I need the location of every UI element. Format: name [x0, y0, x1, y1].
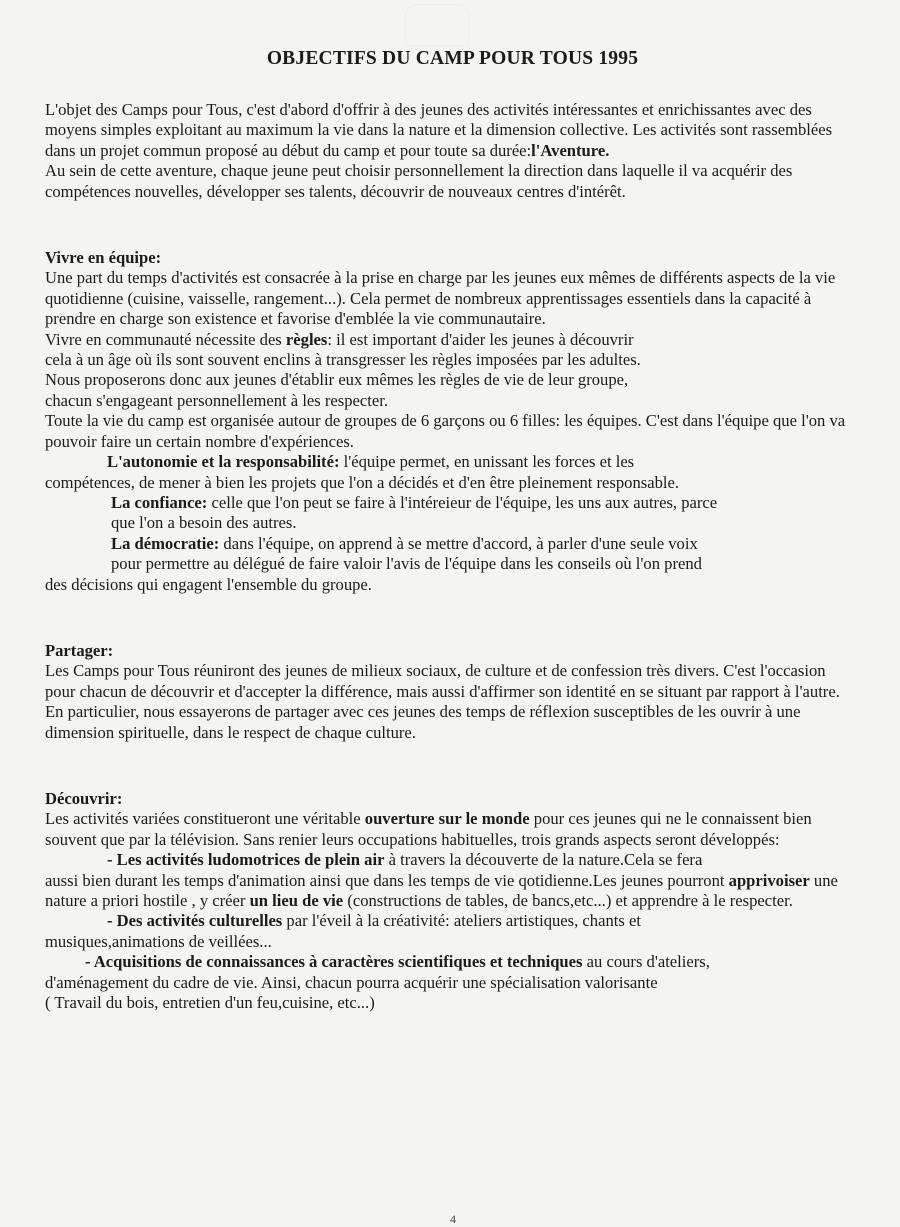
confiance-a: celle que l'on peut se faire à l'intéreieur de l'équipe, les uns aux autres, parce [207, 492, 718, 512]
decouvrir-p1-bold: ouverture sur le monde [364, 809, 530, 829]
vivre-paragraph-2 [45, 330, 860, 350]
intro-paragraph [45, 100, 860, 161]
democratie-line-2: pour permettre au délégué de faire valoir l'avis de l'équipe dans les conseils où l'on prend [111, 554, 702, 574]
plein-air-bold-2: apprivoiser [728, 870, 810, 890]
page-title: OBJECTIFS DU CAMP POUR TOUS 1995 [266, 48, 639, 69]
autonomie-bold: L'autonomie et la responsabilité: [107, 452, 340, 472]
vivre-paragraph-4: Toute la vie du camp est organisée autour de groupes de 6 garçons ou 6 filles: les équipes. C'est dans l'équipe que l'on va pouvoir faire un certain nombre d'expériences. [45, 411, 846, 451]
vivre-paragraph-3b: chacun s'engageant personnellement à les respecter. [45, 390, 389, 410]
democratie-line-3: des décisions qui engagent l'ensemble du groupe. [45, 574, 372, 594]
culturelles-bold: - Des activités culturelles [107, 911, 283, 931]
confiance-line-2: que l'on a besoin des autres. [111, 513, 297, 533]
list-item-scientifiques [45, 952, 860, 972]
scientifiques-a: au cours d'ateliers, [582, 952, 710, 972]
intro-text: L'objet des Camps pour Tous, c'est d'abord d'offrir à des jeunes des activités intéressantes et enrichissantes avec des moyens simples exploitant au maximum la vie dans la nature et la dimension collective. Les activités sont rassemblées dans un projet commun proposé au début du camp et pour toute sa durée: [45, 100, 833, 160]
list-item-plein-air [45, 850, 860, 870]
vivre-paragraph-1: Une part du temps d'activités est consacrée à la prise en charge par les jeunes eux mêmes de différents aspects de la vie quotidienne (cuisine, vaisselle, rangement...). Cela permet de nombreux apprentissages essentiels dans la capacité à prendre en charge son existence et favorise d'emblée la vie communautaire. [45, 268, 836, 329]
intro-paragraph-2: Au sein de cette aventure, chaque jeune peut choisir personnellement la direction dans laquelle il va acquérir des compétences nouvelles, développer ses talents, découvrir de nouveaux centres d'intérêt. [45, 161, 793, 201]
plein-air-b: aussi bien durant les temps d'animation ainsi que dans les temps de vie qotidienne.Les jeunes pourront [45, 870, 729, 890]
plein-air-d: (constructions de tables, de bancs,etc...) et apprendre à le respecter. [343, 891, 793, 910]
plein-air-a: à travers la découverte de la nature.Cela se fera [384, 850, 703, 870]
vivre-p2-bold: règles [285, 329, 328, 349]
section-heading-partager: Partager: [45, 640, 114, 660]
plein-air-c: une nature a priori hostile , y créer [45, 870, 838, 910]
plein-air-bold: - Les activités ludomotrices de plein air [107, 850, 385, 870]
democratie-line [45, 534, 860, 554]
democratie-bold: La démocratie: [111, 533, 220, 553]
vivre-paragraph-2c: cela à un âge où ils sont souvent enclins à transgresser les règles imposées par les adultes. [45, 350, 641, 370]
watermark-logo-icon [405, 4, 469, 46]
list-item-culturelles-cont: musiques,animations de veillées... [45, 931, 272, 951]
confiance-bold: La confiance: [111, 492, 208, 512]
partager-paragraph-2: En particulier, nous essayerons de partager avec ces jeunes des temps de réflexion susceptibles de les ouvrir à une dimension spirituelle, dans le respect de chaque culture. [45, 702, 801, 742]
decouvrir-p1-b: pour ces jeunes qui ne le connaissent bien souvent que par la télévision. Sans renier leurs occupations habituelles, trois grands aspects seront développés: [45, 809, 812, 849]
vivre-p2-a: Vivre en communauté nécessite des [45, 329, 286, 349]
list-item-scientifiques-cont-2: ( Travail du bois, entretien d'un feu,cuisine, etc...) [45, 993, 375, 1013]
vivre-paragraph-3a: Nous proposerons donc aux jeunes d'établir eux mêmes les règles de vie de leur groupe, [45, 370, 629, 390]
confiance-line [45, 493, 860, 513]
list-item-plein-air-cont [45, 871, 860, 912]
intro-bold: l'Aventure. [531, 140, 610, 160]
list-item-culturelles [45, 911, 860, 931]
list-item-scientifiques-cont: d'aménagement du cadre de vie. Ainsi, chacun pourra acquérir une spécialisation valorisante [45, 972, 658, 992]
decouvrir-p1-a: Les activités variées constitueront une véritable [45, 809, 365, 829]
page-number: 4 [450, 1212, 456, 1226]
section-heading-vivre: Vivre en équipe: [45, 248, 162, 268]
section-heading-decouvrir: Découvrir: [45, 788, 123, 808]
partager-paragraph-1: Les Camps pour Tous réuniront des jeunes de milieux sociaux, de culture et de confession très divers. C'est l'occasion pour chacun de découvrir et d'accepter la différence, mais aussi d'affirmer son identité en se situant par rapport à l'autre. [45, 661, 840, 701]
autonomie-line-2: compétences, de mener à bien les projets que l'on a décidés et d'en être pleinement responsable. [45, 472, 679, 492]
scientifiques-bold: - Acquisitions de connaissances à caractères scientifiques et techniques [85, 952, 583, 972]
decouvrir-paragraph-1 [45, 809, 860, 850]
plein-air-bold-3: un lieu de vie [249, 891, 344, 910]
vivre-p2-b: : il est important d'aider les jeunes à découvrir [327, 329, 634, 349]
culturelles-a: par l'éveil à la créativité: ateliers artistiques, chants et [282, 911, 641, 931]
democratie-a: dans l'équipe, on apprend à se mettre d'accord, à parler d'une seule voix [219, 533, 698, 553]
autonomie-a: l'équipe permet, en unissant les forces et les [339, 452, 635, 472]
autonomie-line [45, 452, 860, 472]
